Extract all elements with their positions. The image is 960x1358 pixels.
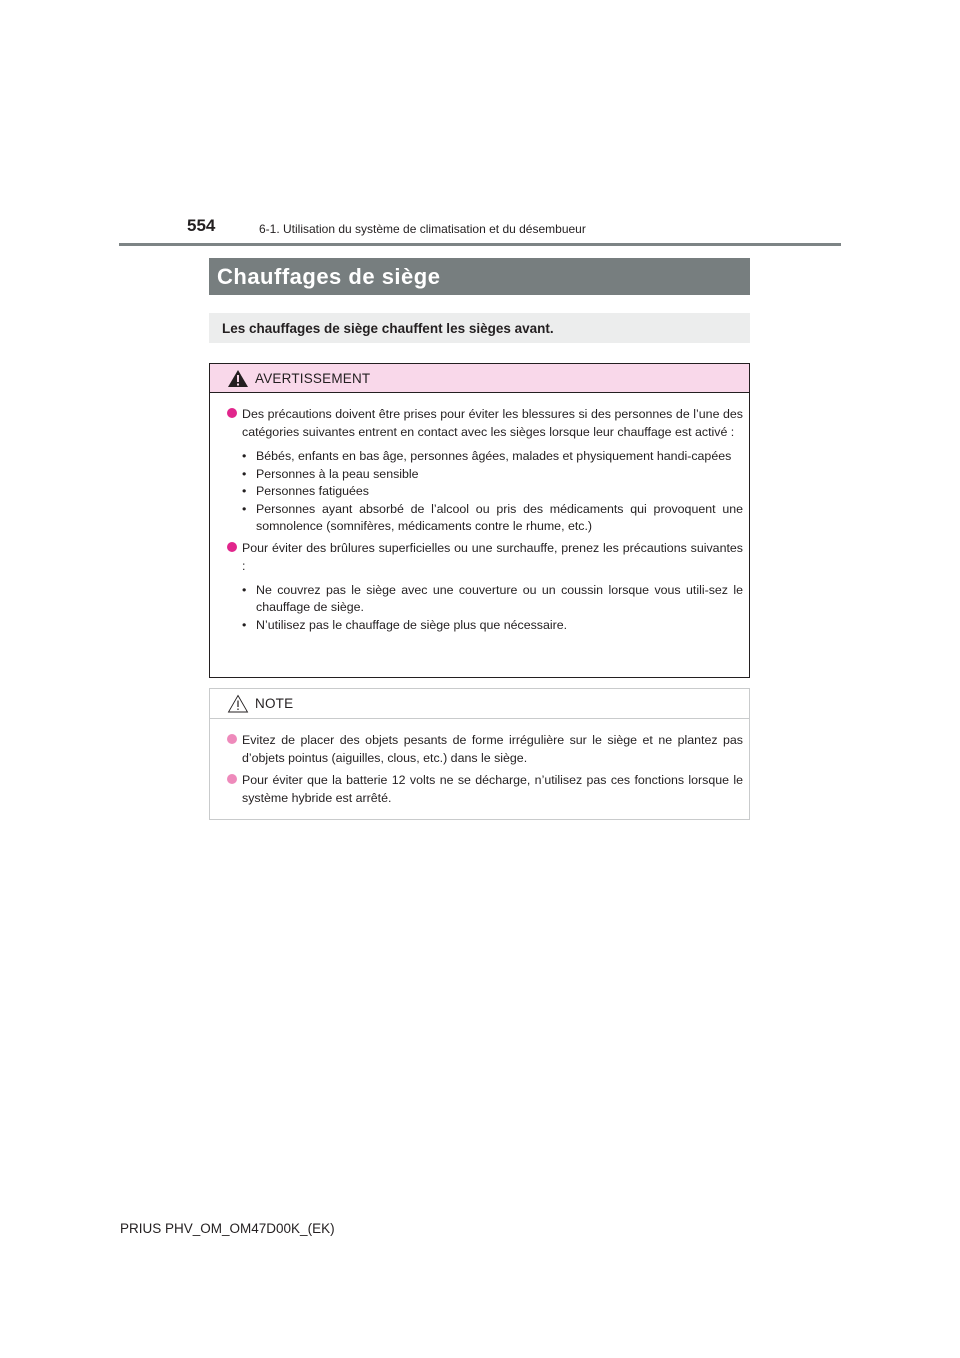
header-rule (119, 243, 841, 246)
warning-sublist (242, 448, 743, 536)
note-label: NOTE (255, 696, 294, 711)
footer-doc-code: PRIUS PHV_OM_OM47D00K_(EK) (120, 1221, 335, 1236)
note-bullet (227, 771, 743, 807)
page-title: Chauffages de siège (217, 263, 441, 289)
warning-sublist (242, 582, 743, 635)
list-item-text: Bébés, enfants en bas âge, personnes âgées, malades et physiquement handi-capées (256, 449, 732, 463)
list-item: • Ne couvrez pas le siège avec une couverture ou un coussin lorsque vous utili-sez le chauffage de siège. (242, 582, 743, 614)
list-item-text: Ne couvrez pas le siège avec une couverture ou un coussin lorsque vous utili-sez le chauffage de siège. (256, 582, 743, 614)
list-item: • Bébés, enfants en bas âge, personnes âgées, malades et physiquement handi-capées (242, 449, 732, 463)
warning-label: AVERTISSEMENT (255, 370, 371, 386)
list-item: • Personnes à la peau sensible (242, 466, 419, 481)
warning-triangle-icon (227, 369, 249, 388)
warning-bullet-text: Des précautions doivent être prises pour éviter les blessures si des personnes de l’une des catégories suivantes entrent en contact avec les sièges lorsque leur chauffage est activé : (242, 407, 743, 439)
list-item: • Personnes fatiguées (242, 484, 369, 498)
bullet-dot (227, 774, 237, 784)
note-body (210, 719, 749, 807)
title-bar (209, 258, 750, 295)
caution-outline-triangle-icon (227, 694, 249, 713)
note-header (210, 689, 749, 719)
section-path: 6-1. Utilisation du système de climatisation et du désembueur (259, 222, 586, 236)
list-item-text: Personnes à la peau sensible (256, 466, 419, 481)
note-bullet-text: Evitez de placer des objets pesants de forme irrégulière sur le siège et ne plantez pas d’objets pointus (aiguilles, clous, etc.) dans le siège. (242, 733, 743, 765)
warning-header (210, 364, 749, 393)
list-item-text: N’utilisez pas le chauffage de siège plus que nécessaire. (256, 617, 568, 632)
warning-body (210, 393, 749, 634)
page-number: 554 (187, 216, 216, 235)
bullet-dot (227, 734, 237, 744)
note-bullet (227, 731, 743, 767)
list-item-text: Personnes fatiguées (256, 484, 369, 498)
warning-bullet-text: Pour éviter des brûlures superficielles ou une surchauffe, prenez les précautions suivantes : (242, 540, 743, 573)
bullet-dot (227, 408, 237, 418)
note-box (209, 688, 750, 820)
warning-box (209, 363, 750, 678)
list-item: • N’utilisez pas le chauffage de siège plus que nécessaire. (242, 617, 568, 632)
list-item-text: Personnes ayant absorbé de l’alcool ou pris des médicaments qui provoquent une somnolence (somnifères, médicaments contre le rhume, etc.) (256, 501, 743, 533)
warning-bullet (227, 539, 743, 575)
list-item: • Personnes ayant absorbé de l’alcool ou pris des médicaments qui provoquent une somnolence (somnifères, médicaments contre le rhume, etc.) (242, 501, 743, 533)
note-bullet-text: Pour éviter que la batterie 12 volts ne se décharge, n’utilisez pas ces fonctions lorsque le système hybride est arrêté. (242, 773, 743, 805)
intro-box: Les chauffages de siège chauffent les sièges avant. (209, 313, 750, 343)
bullet-dot (227, 542, 237, 552)
warning-bullet (227, 405, 743, 441)
